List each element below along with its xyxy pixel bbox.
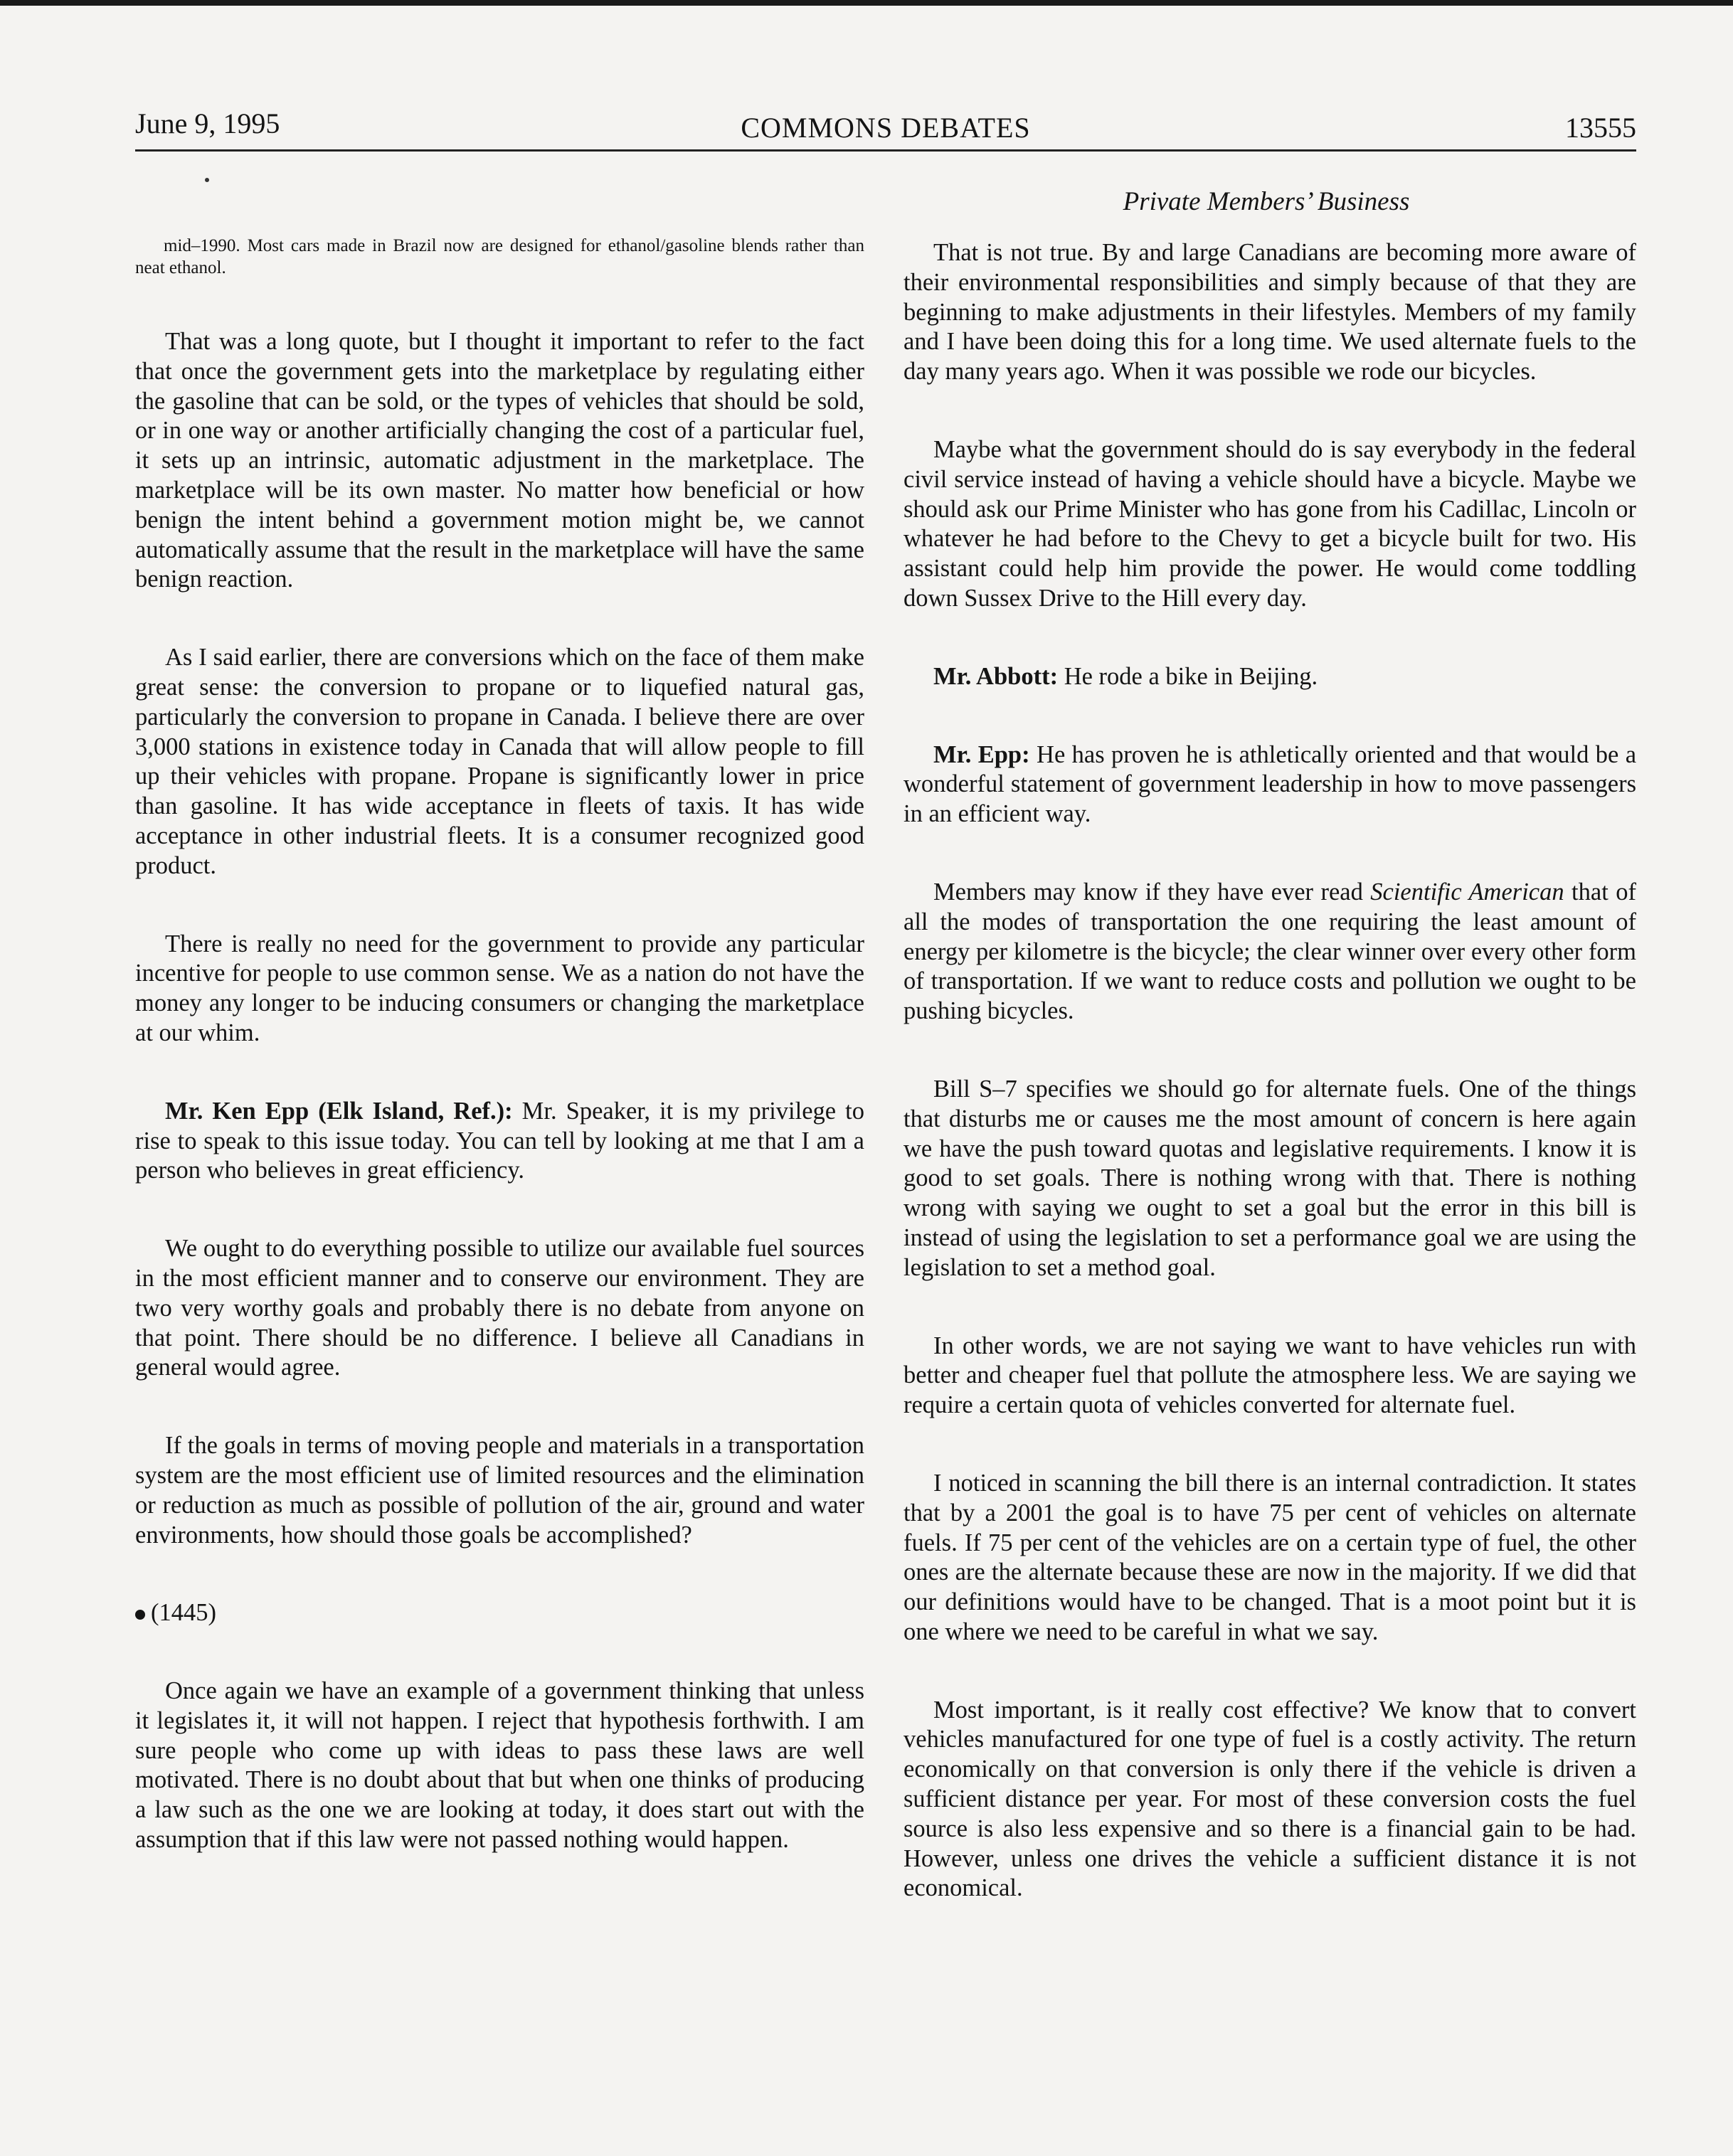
quote-tail: mid–1990. Most cars made in Brazil now are designed for ethanol/gasoline blends rather than neat ethanol. xyxy=(135,236,864,277)
paragraph xyxy=(903,662,1636,692)
speaker-name: Mr. Epp: xyxy=(933,740,1030,768)
speech-text: He rode a bike in Beijing. xyxy=(1058,662,1318,690)
bullet-icon xyxy=(135,1610,145,1620)
header-title: COMMONS DEBATES xyxy=(741,112,1031,144)
stray-dot xyxy=(205,178,209,182)
speech-text: Mr. Speaker, it is my privilege to rise to speak to this issue today. You can tell by looking at me that I am a person who believes in great efficiency. xyxy=(135,1097,864,1184)
section-label: Private Members’ Business xyxy=(1123,187,1410,216)
paragraph: Bill S–7 specifies we should go for alternate fuels. One of the things that disturbs me or causes me the most amount of concern is here again we have the push toward quotas and legislative requirements. I know it is good to set goals. There is nothing wrong with that. There is nothing wrong with saying we ought to set a goal but the error in this bill is instead of using the legislation to set a performance goal we are using the legislation to set a method goal. xyxy=(903,1075,1636,1281)
speech-text: Members may know if they have ever read xyxy=(933,878,1371,906)
speaker-name: Mr. Ken Epp (Elk Island, Ref.): xyxy=(165,1097,513,1125)
scan-top-edge xyxy=(0,0,1733,6)
header-page-number: 13555 xyxy=(1565,112,1636,144)
paragraph: In other words, we are not saying we want to have vehicles run with better and cheaper fuel that pollute the atmosphere less. We are saying we require a certain quota of vehicles converted for alternate fuel. xyxy=(903,1332,1636,1419)
paragraph: That was a long quote, but I thought it important to refer to the fact that once the government gets into the marketplace by regulating either the gasoline that can be sold, or the types of vehicles that should be sold, or in one way or another artificially changing the cost of a particular fuel, it sets up an intrinsic, automatic adjustment in the marketplace. The marketplace will be its own master. No matter how beneficial or how benign the intent behind a government motion might be, we cannot automatically assume that the result in the marketplace will have the same benign reaction. xyxy=(135,328,864,593)
page-header xyxy=(135,107,1636,149)
paragraph: If the goals in terms of moving people and materials in a transportation system are the most efficient use of limited resources and the elimination or reduction as much as possible of pollution of the air, ground and water environments, how should those goals be accomplished? xyxy=(135,1432,864,1549)
right-column xyxy=(903,238,1636,1960)
paragraph: As I said earlier, there are conversions which on the face of them make great sense: the conversion to propane or to liquefied natural gas, particularly the conversion to propane in Canada. I believe there are over 3,000 stations in existence today in Canada that will allow people to fill up their vehicles with propane. Propane is significantly lower in price than gasoline. It has wide acceptance in fleets of taxis. It has wide acceptance in other industrial fleets. It is a consumer recognized good product. xyxy=(135,644,864,879)
header-rule xyxy=(135,149,1636,152)
speaker-name: Mr. Abbott: xyxy=(933,662,1059,690)
publication-title: Scientific American xyxy=(1370,878,1564,906)
paragraph: Maybe what the government should do is say everybody in the federal civil service instead of having a vehicle should have a bicycle. Maybe we should ask our Prime Minister who has gone from his Cadillac, Lincoln or whatever he had before to the Chevy to get a bicycle built for two. His assistant could help him provide the power. He would come toddling down Sussex Drive to the Hill every day. xyxy=(903,435,1636,612)
speech-text: He has proven he is athletically oriented and that would be a wonderful statement of government leadership in how to move passengers in an efficient way. xyxy=(903,740,1636,828)
paragraph xyxy=(135,1097,864,1186)
speech-text: that of all the modes of transportation the one requiring the least amount of energy per kilometre is the bicycle; the clear winner over every other form of transportation. If we want to reduce costs and pollution we ought to be pushing bicycles. xyxy=(903,878,1636,1025)
time-marker xyxy=(135,1598,864,1628)
left-column xyxy=(135,235,864,1956)
paragraph: Once again we have an example of a government thinking that unless it legislates it, it will not happen. I reject that hypothesis forthwith. I am sure people who come up with ideas to pass these laws are well motivated. There is no doubt about that but when one thinks of producing a law such as the one we are looking at today, it does start out with the assumption that if this law were not passed nothing would happen. xyxy=(135,1677,864,1854)
time-marker-text: (1445) xyxy=(151,1599,216,1627)
paragraph: There is really no need for the government to provide any particular incentive for people to use common sense. We as a nation do not have the money any longer to be inducing consumers or changing the marketplace at our whim. xyxy=(135,930,864,1046)
paragraph: We ought to do everything possible to utilize our available fuel sources in the most efficient manner and to conserve our environment. They are two very worthy goals and probably there is no debate from anyone on that point. There should be no difference. I believe all Canadians in general would agree. xyxy=(135,1235,864,1381)
paragraph xyxy=(903,740,1636,829)
paragraph: That is not true. By and large Canadians are becoming more aware of their environmental responsibilities and simply because of that they are beginning to make adjustments in their lifestyles. Members of my family and I have been doing this for a long time. We used alternate fuels to the day many years ago. When it was possible we rode our bicycles. xyxy=(903,239,1636,386)
paragraph xyxy=(903,878,1636,1026)
paragraph: I noticed in scanning the bill there is an internal contradiction. It states that by a 2001 the goal is to have 75 per cent of vehicles on alternate fuels. If 75 per cent of the vehicles are on a certain type of fuel, the other ones are the alternate because these are now in the majority. If we did that our definitions would have to be changed. That is a moot point but it is one where we need to be careful in what we say. xyxy=(903,1469,1636,1645)
paragraph: Most important, is it really cost effective? We know that to convert vehicles manufactured for one type of fuel is a costly activity. The return economically on that conversion is only there if the vehicle is driven a sufficient distance per year. For most of these conversion costs the fuel source is also less expensive and so there is a financial gain to be had. However, unless one drives the vehicle a sufficient distance it is not economical. xyxy=(903,1696,1636,1902)
header-date: June 9, 1995 xyxy=(135,107,280,139)
